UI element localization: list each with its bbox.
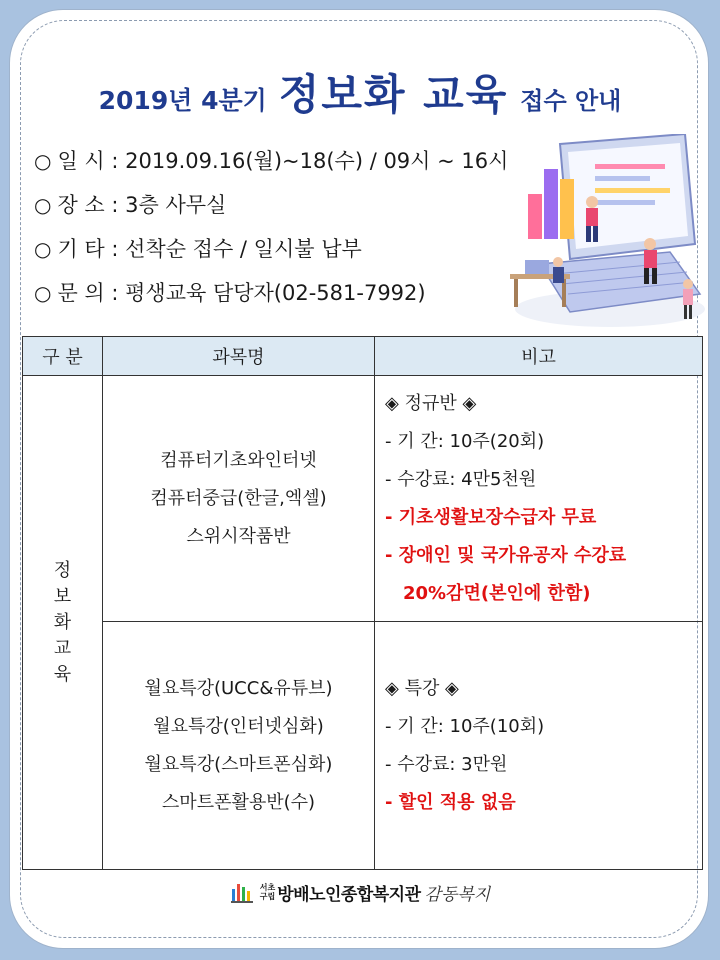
subject-item: 월요특강(스마트폰심화) [144, 753, 333, 775]
subject-item: 스위시작품반 [186, 525, 291, 547]
title-suffix: 접수 안내 [520, 87, 622, 115]
note-line: - 기 간: 10주(10회) [385, 715, 545, 737]
info-list [34, 146, 508, 322]
subject-item: 스마트폰활용반(수) [161, 791, 316, 813]
table-row [23, 376, 703, 622]
table-header-row [23, 337, 703, 376]
computer-education-illustration [500, 134, 705, 334]
note-line: - 수강료: 4만5천원 [385, 468, 537, 490]
page-title [0, 62, 720, 126]
category-cell: 정 보 화 교 육 [23, 376, 103, 870]
note-line-highlight: 20%감면(본인에 한함) [403, 582, 591, 604]
note-cell-regular [375, 376, 703, 622]
footer-logo [0, 872, 720, 912]
subject-item: 컴퓨터기초와인터넷 [160, 449, 317, 471]
seocho-logo-icon [230, 881, 256, 903]
info-date: ○ 일 시 : 2019.09.16(월)~18(수) / 09시 ~ 16시 [34, 149, 509, 173]
footer-slogan: 감동복지 [424, 884, 491, 905]
subject-item: 컴퓨터중급(한글,엑셀) [150, 487, 327, 509]
title-prefix: 2019년 4분기 [98, 86, 267, 115]
note-line-highlight: - 기초생활보장수급자 무료 [385, 506, 597, 528]
footer-small-label: 서초 구립 [259, 883, 276, 901]
note-line: - 수강료: 3만원 [385, 753, 508, 775]
note-line: - 기 간: 10주(20회) [385, 430, 545, 452]
header-category: 구 분 [23, 337, 103, 376]
table-row [23, 622, 703, 870]
note-line-highlight: - 할인 적용 없음 [385, 791, 516, 813]
note-line: ◈ 특강 ◈ [385, 677, 459, 699]
subject-item: 월요특강(UCC&유튜브) [144, 677, 333, 699]
header-subject: 과목명 [103, 337, 375, 376]
info-etc: ○ 기 타 : 선착순 접수 / 일시불 납부 [34, 237, 362, 261]
info-contact: ○ 문 의 : 평생교육 담당자(02-581-7992) [34, 281, 426, 305]
subject-cell-special [103, 622, 375, 870]
note-line-highlight: - 장애인 및 국가유공자 수강료 [385, 544, 627, 566]
note-line: ◈ 정규반 ◈ [385, 392, 477, 414]
footer-institution-name: 방배노인종합복지관 [277, 884, 421, 905]
note-cell-special [375, 622, 703, 870]
schedule-table [22, 336, 703, 870]
subject-cell-regular [103, 376, 375, 622]
subject-item: 월요특강(인터넷심화) [153, 715, 324, 737]
header-note: 비고 [375, 337, 703, 376]
title-main: 정보화 교육 [278, 70, 509, 119]
info-place: ○ 장 소 : 3층 사무실 [34, 193, 227, 217]
